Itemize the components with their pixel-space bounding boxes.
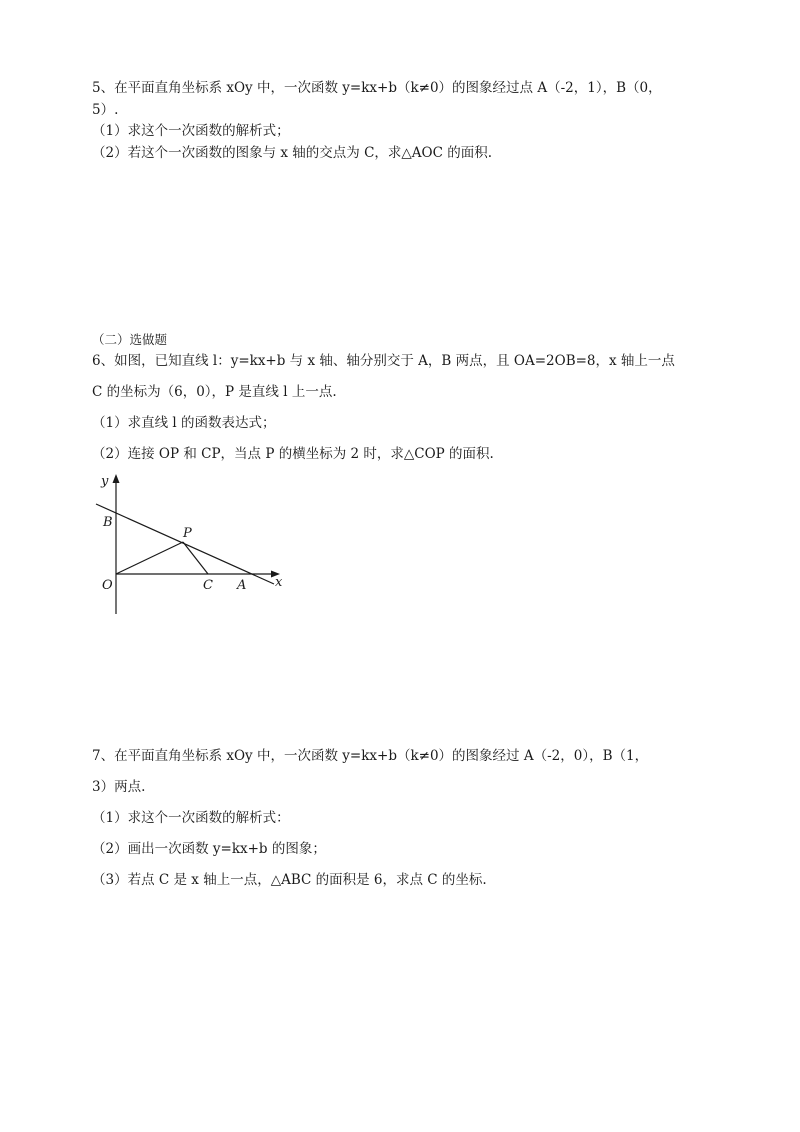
label-c: C [203, 578, 213, 593]
q5-stem-line2: 5）. [92, 102, 119, 118]
q5-stem-line1: 5、在平面直角坐标系 xOy 中，一次函数 y=kx+b（k≠0）的图象经过点 A（-2，1），B（0， [92, 80, 662, 96]
q7-part1: （1）求这个一次函数的解析式： [92, 810, 290, 826]
q7-stem-line1: 7、在平面直角坐标系 xOy 中，一次函数 y=kx+b（k≠0）的图象经过 A（-2，0），B（1， [92, 748, 649, 764]
q6-part2: （2）连接 OP 和 CP，当点 P 的横坐标为 2 时，求△COP 的面积. [92, 446, 494, 462]
label-y: y [101, 474, 109, 489]
label-a: A [237, 578, 247, 593]
q6-figure [92, 470, 292, 620]
q7-part2: （2）画出一次函数 y=kx+b 的图象； [92, 841, 326, 857]
q5-part1: （1）求这个一次函数的解析式； [92, 123, 290, 139]
q5-part2: （2）若这个一次函数的图象与 x 轴的交点为 C，求△AOC 的面积. [92, 145, 493, 161]
section-heading: （二）选做题 [92, 332, 168, 347]
label-p: P [183, 526, 192, 541]
q6-part1: （1）求直线 l 的函数表达式； [92, 415, 276, 431]
q7-part3: （3）若点 C 是 x 轴上一点，△ABC 的面积是 6，求点 C 的坐标. [92, 872, 487, 888]
q6-stem-line2: C 的坐标为（6，0），P 是直线 l 上一点. [92, 384, 337, 400]
segment-pc [183, 542, 208, 574]
label-b: B [103, 515, 113, 530]
y-axis-arrow-icon [113, 474, 120, 483]
label-o: O [102, 578, 113, 593]
label-x: x [275, 575, 283, 590]
q6-stem-line1: 6、如图，已知直线 l：y=kx+b 与 x 轴、轴分别交于 A，B 两点，且 OA=2OB=8，x 轴上一点 [92, 353, 675, 369]
segment-op [116, 542, 183, 574]
q7-stem-line2: 3）两点. [92, 779, 146, 795]
